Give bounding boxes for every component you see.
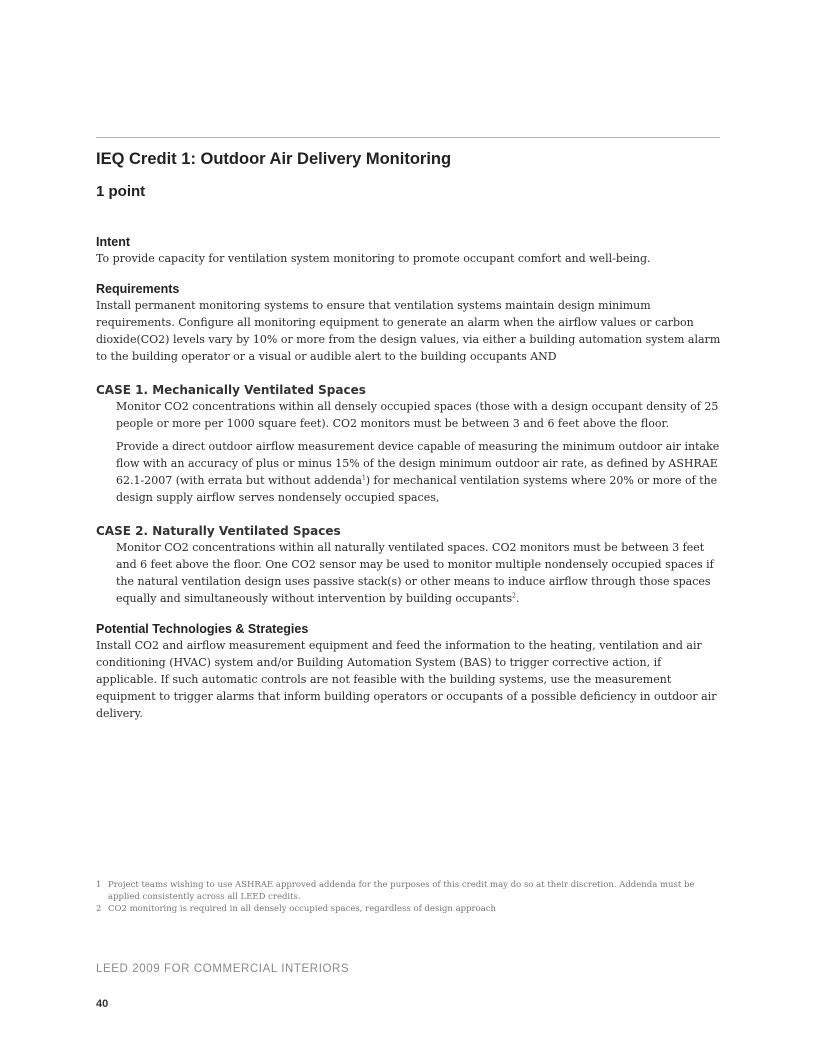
credit-title: IEQ Credit 1: Outdoor Air Delivery Monitoring bbox=[96, 150, 452, 168]
footnote-ref-1: 1 bbox=[361, 474, 366, 482]
strategies-heading: Potential Technologies & Strategies bbox=[96, 622, 309, 636]
requirements-text: Install permanent monitoring systems to ensure that ventilation systems maintain design minimum requirements. Configure all monitoring equipment to generate an alarm when the airflow values or carbon dioxide(CO2) levels vary by 10% or more from the design values, via either a building automation system alarm to the building operator or a visual or audible alert to the building occupants AND bbox=[96, 299, 721, 363]
case1-heading: CASE 1. Mechanically Ventilated Spaces bbox=[96, 383, 366, 397]
strategies-section bbox=[96, 622, 724, 722]
requirements-heading: Requirements bbox=[96, 282, 180, 296]
credit-body bbox=[96, 235, 724, 722]
intent-heading: Intent bbox=[96, 235, 131, 249]
case1-paragraph-2-text: Provide a direct outdoor airflow measurement device capable of measuring the minimum outdoor air intake flow with an accuracy of plus or minus 15% of the design minimum outdoor air rate, as defined by ASHRAE 62.1-2007 (with errata but without addenda bbox=[116, 440, 720, 487]
requirements-section bbox=[96, 282, 724, 365]
case2-paragraph-1-text: Monitor CO2 concentrations within all naturally ventilated spaces. CO2 monitors must be between 3 feet and 6 feet above the floor. One CO2 sensor may be used to monitor multiple nondensely occupied spaces if the natural ventilation design uses passive stack(s) or other means to induce airflow through those spaces equally and simultaneously without intervention by building occupants bbox=[116, 541, 714, 605]
case1-paragraph-2 bbox=[96, 438, 724, 506]
case1-paragraph-2-text-end: ) for mechanical ventilation systems where 20% or more of the design supply airflow serves nondensely occupied spaces, bbox=[116, 474, 718, 504]
case2-paragraph-1-text-end: . bbox=[515, 592, 520, 605]
case1-paragraph-1: Monitor CO2 concentrations within all densely occupied spaces (those with a design occupant density of 25 people or more per 1000 square feet). CO2 monitors must be between 3 and 6 feet above the floor. bbox=[116, 400, 719, 430]
strategies-text: Install CO2 and airflow measurement equipment and feed the information to the heating, ventilation and air conditioning (HVAC) system and/or Building Automation System (BAS) to trigger corrective action, if applicable. If such automatic controls are not feasible with the building systems, use the measurement equipment to trigger alarms that inform building operators or occupants of a possible deficiency in outdoor air delivery. bbox=[96, 639, 717, 720]
footnote bbox=[96, 879, 720, 903]
top-divider bbox=[96, 137, 720, 138]
footnote-number: 1 bbox=[96, 880, 102, 890]
footnote-text: Project teams wishing to use ASHRAE approved addenda for the purposes of this credit may do so at their discretion. Addenda must be applied consistently across all LEED credits. bbox=[108, 880, 695, 902]
intent-section bbox=[96, 235, 724, 267]
page-number: 40 bbox=[96, 998, 109, 1010]
case2-section bbox=[96, 523, 724, 607]
footnote-number: 2 bbox=[96, 904, 102, 914]
case2-heading: CASE 2. Naturally Ventilated Spaces bbox=[96, 524, 341, 538]
intent-text: To provide capacity for ventilation system monitoring to promote occupant comfort and well-being. bbox=[96, 252, 651, 265]
footnotes bbox=[96, 879, 720, 915]
footer-label: LEED 2009 FOR COMMERCIAL INTERIORS bbox=[96, 963, 350, 975]
case1-section bbox=[96, 382, 724, 506]
footnote bbox=[96, 903, 720, 915]
footnote-text: CO2 monitoring is required in all densely occupied spaces, regardless of design approach bbox=[108, 904, 497, 914]
footnote-ref-2: 2 bbox=[512, 592, 516, 600]
credit-points: 1 point bbox=[96, 183, 146, 200]
case2-paragraph-1 bbox=[96, 539, 724, 607]
